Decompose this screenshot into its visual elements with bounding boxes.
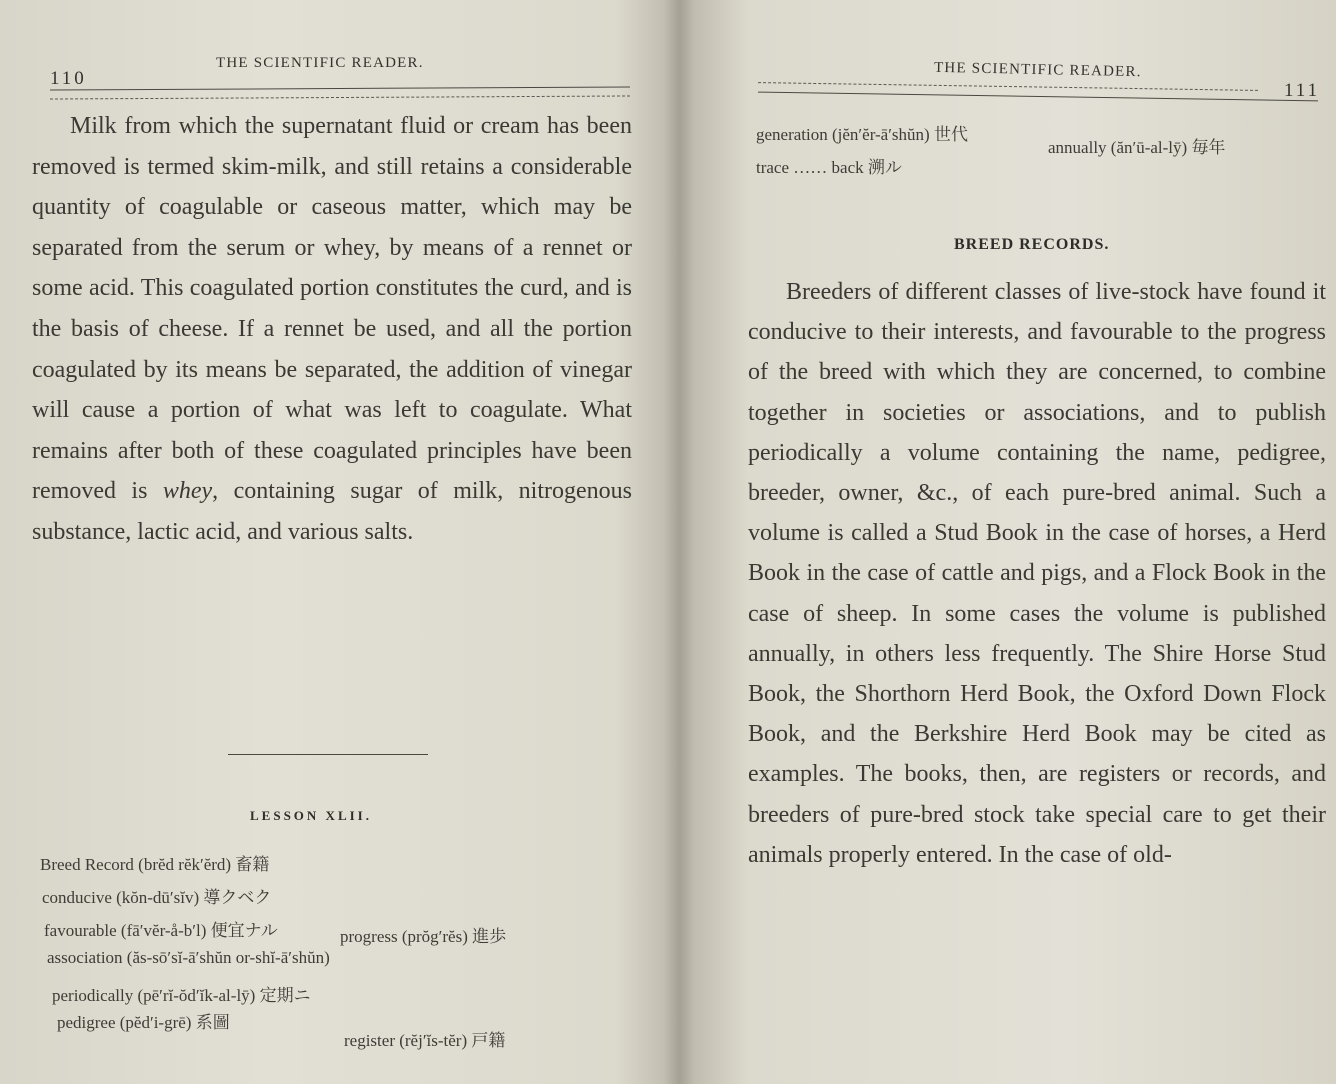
vocab-entry: pedigree (pĕd′i-grē) 系圖 [57,1013,230,1032]
vocab-entry: register (rĕj′ĭs-tĕr) 戸籍 [344,1031,506,1050]
left-body-paragraph: Milk from which the supernatant fluid or cream has been removed is termed skim-milk, and still retains a considerable quantity of coagulable or caseous matter, which may be separated from the serum or whey, by means of a rennet or some acid. This coagulated portion constitutes the curd, and is the basis of cheese. If a rennet be used, and all the portion coagulated by its means be separated, the addition of vinegar will cause a portion of what was left to coagulate. What remains after both of these coagulated principles have been removed is whey, containing sugar of milk, nitrogenous substance, lactic acid, and various salts. [32,113,632,545]
vocab-entry: Breed Record (brĕd rĕk′ĕrd) 畜籍 [40,855,270,874]
book-spine [664,0,694,1084]
left-vocabulary [0,0,664,1084]
vocab-entry: favourable (fā′vĕr-å-b′l) 便宜ナル [44,921,278,940]
page-number: 110 [50,68,87,89]
vocab-entry: progress (prŏg′rĕs) 進歩 [340,927,507,946]
running-head: THE SCIENTIFIC READER. [933,59,1142,81]
page-number: 111 [1284,80,1321,101]
emphasis-whey: whey [162,478,213,505]
vocab-entry: trace …… back 溯ル [756,158,902,177]
vocab-entry: generation (jĕn′ĕr-ā′shŭn) 世代 [756,125,968,144]
vocab-entry: association (ăs-sō′sĭ-ā′shŭn or-shĭ-ā′shŭn) [47,948,330,967]
vocab-entry: periodically (pē′rĭ-ŏd′ĭk-al-lȳ) 定期ニ [52,986,311,1005]
right-body-paragraph: Breeders of different classes of live-stock have found it conducive to their interests, and favourable to the progress of the breed with which they are concerned, to combine together in societies or associations, and to publish periodically a volume containing the name, pedigree, breeder, owner, &c., of each pure-bred animal. Such a volume is called a Stud Book in the case of horses, a Herd Book in the case of cattle and pigs, and a Flock Book in the case of sheep. In some cases the volume is published annually, in others less frequently. The Shire Horse Stud Book, the Shorthorn Herd Book, the Oxford Down Flock Book, and the Berkshire Herd Book may be cited as examples. The books, then, are registers or records, and breeders of pure-bred stock take special care to get their animals properly entered. In the case of old- [748,279,1326,868]
running-head: THE SCIENTIFIC READER. [216,55,424,71]
vocab-entry: conducive (kŏn-dū′sĭv) 導クベク [42,888,272,907]
vocab-entry: annually (ăn′ū-al-lȳ) 毎年 [1048,138,1226,157]
right-page [694,0,1336,1084]
lesson-heading: LESSON XLII. [250,808,372,823]
section-heading: BREED RECORDS. [954,236,1110,253]
left-page [0,0,664,1084]
